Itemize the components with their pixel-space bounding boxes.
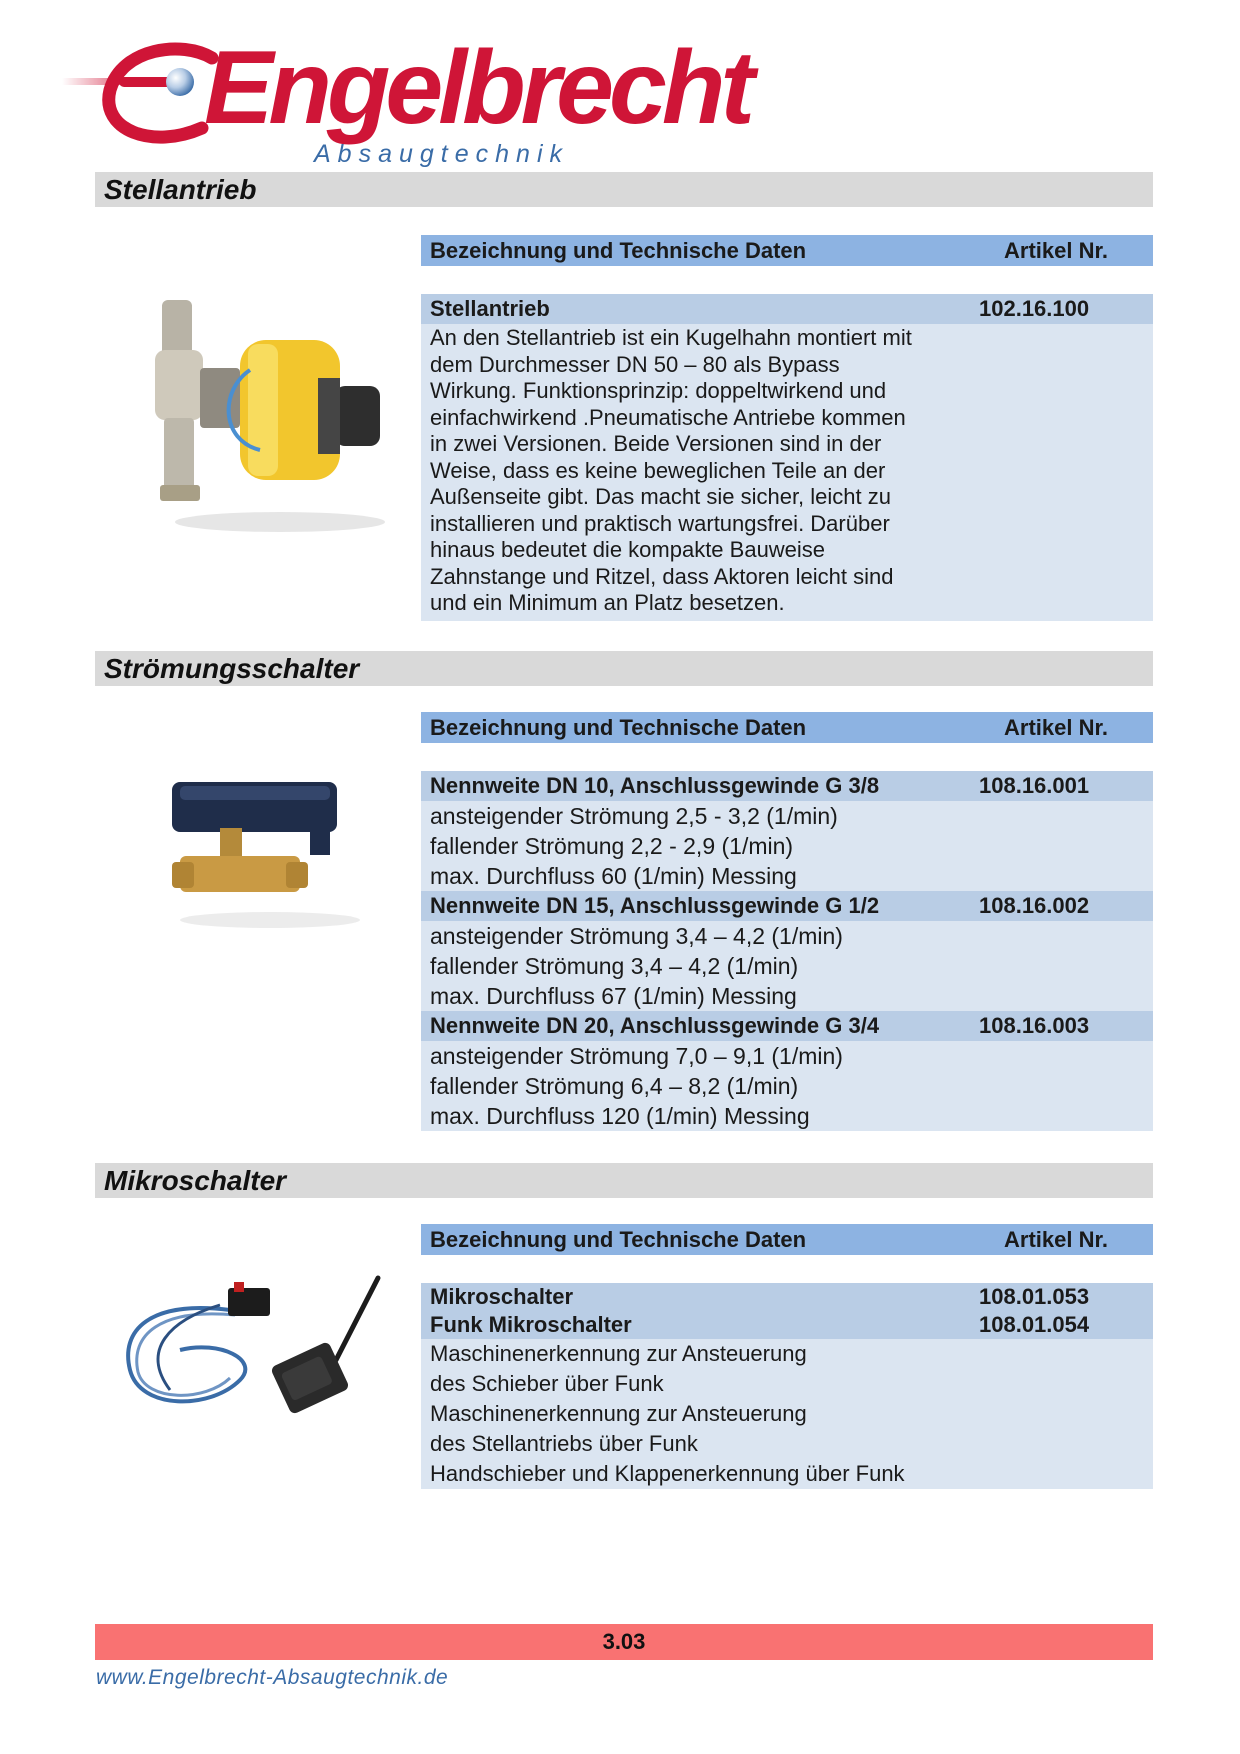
article-number: 108.16.002: [979, 893, 1090, 918]
spec-line: ansteigender Strömung 3,4 – 4,2 (1/min): [421, 921, 1153, 951]
description-line: einfachwirkend .Pneumatische Antriebe kommen: [430, 404, 906, 430]
brand-subtitle: Absaugtechnik: [314, 140, 570, 168]
product-title-row: [421, 1283, 1153, 1339]
col-header-article: Artikel Nr.: [1004, 714, 1108, 740]
product-name: Nennweite DN 15, Anschlussgewinde G 1/2: [430, 893, 880, 918]
description-line: Maschinenerkennung zur Ansteuerung: [430, 1341, 807, 1366]
article-number: 108.16.001: [979, 773, 1090, 798]
product-name: Funk Mikroschalter: [430, 1312, 632, 1337]
product-title-row: [421, 771, 1153, 801]
spec-line: fallender Strömung 2,2 - 2,9 (1/min): [421, 831, 1153, 861]
section-header-stellantrieb: [95, 172, 1153, 207]
flow-switch-photo: [160, 770, 360, 930]
description-line: Handschieber und Klappenerkennung über Funk: [430, 1461, 905, 1486]
product-name: Mikroschalter: [430, 1284, 574, 1309]
product-name: Stellantrieb: [430, 296, 550, 321]
section-header-mikroschalter: [95, 1163, 1153, 1198]
article-number: 102.16.100: [979, 296, 1090, 321]
section-title: Mikroschalter: [104, 1165, 287, 1196]
product-description: [421, 324, 1153, 621]
spec-line: ansteigender Strömung 2,5 - 3,2 (1/min): [421, 801, 1153, 831]
mikroschalter-table: [421, 1224, 1153, 1489]
description-line: des Schieber über Funk: [430, 1371, 664, 1396]
section-title: Stellantrieb: [104, 174, 257, 205]
col-header-description: Bezeichnung und Technische Daten: [430, 1226, 807, 1252]
article-number: 108.01.054: [979, 1312, 1090, 1337]
col-header-description: Bezeichnung und Technische Daten: [430, 237, 807, 263]
description-line: Maschinenerkennung zur Ansteuerung: [430, 1401, 807, 1426]
brand-logo: [62, 30, 750, 170]
description-line: installieren und praktisch wartungsfrei. Darüber: [430, 510, 890, 536]
table-header: [421, 1224, 1153, 1255]
footer-bar: [95, 1624, 1153, 1660]
col-header-article: Artikel Nr.: [1004, 237, 1108, 263]
description-line: Zahnstange und Ritzel, dass Aktoren leicht sind: [430, 563, 894, 589]
description-line: An den Stellantrieb ist ein Kugelhahn montiert mit: [430, 325, 912, 350]
product-title-row: [421, 294, 1153, 324]
description-line: dem Durchmesser DN 50 – 80 als Bypass: [430, 351, 840, 377]
col-header-description: Bezeichnung und Technische Daten: [430, 714, 807, 740]
stroemungsschalter-table: [421, 712, 1153, 1131]
product-name: Nennweite DN 20, Anschlussgewinde G 3/4: [430, 1013, 880, 1038]
actuator-valve-photo: [150, 290, 400, 540]
spec-line: max. Durchfluss 67 (1/min) Messing: [421, 981, 1153, 1011]
article-number: 108.16.003: [979, 1013, 1090, 1038]
product-title-row: [421, 891, 1153, 921]
page-number: 3.03: [602, 1629, 646, 1654]
description-line: hinaus bedeutet die kompakte Bauweise: [430, 537, 826, 562]
brand-name: Engelbrecht: [204, 30, 750, 146]
website-link[interactable]: www.Engelbrecht-Absaugtechnik.de: [96, 1666, 449, 1689]
section-title: Strömungsschalter: [104, 653, 360, 684]
product-title-row: [421, 1011, 1153, 1041]
product-name: Nennweite DN 10, Anschlussgewinde G 3/8: [430, 773, 880, 798]
description-line: und ein Minimum an Platz besetzen.: [430, 590, 785, 615]
col-header-article: Artikel Nr.: [1004, 1226, 1108, 1252]
stellantrieb-table: [421, 235, 1153, 621]
table-header: [421, 235, 1153, 266]
spec-line: fallender Strömung 3,4 – 4,2 (1/min): [421, 951, 1153, 981]
description-line: Außenseite gibt. Das macht sie sicher, leicht zu: [430, 484, 891, 509]
table-header: [421, 712, 1153, 743]
section-header-stroemungsschalter: [95, 651, 1153, 686]
spec-line: max. Durchfluss 60 (1/min) Messing: [421, 861, 1153, 891]
spec-line: max. Durchfluss 120 (1/min) Messing: [421, 1101, 1153, 1131]
description-line: Weise, dass es keine beweglichen Teile an der: [430, 457, 886, 483]
description-line: des Stellantriebs über Funk: [430, 1431, 698, 1456]
description-line: Wirkung. Funktionsprinzip: doppeltwirkend und: [430, 378, 887, 403]
article-number: 108.01.053: [979, 1284, 1090, 1309]
description-line: in zwei Versionen. Beide Versionen sind in der: [430, 431, 882, 456]
spec-line: fallender Strömung 6,4 – 8,2 (1/min): [421, 1071, 1153, 1101]
micro-switch-photo: [110, 1270, 400, 1430]
product-description: [421, 1339, 1153, 1489]
spec-line: ansteigender Strömung 7,0 – 9,1 (1/min): [421, 1041, 1153, 1071]
